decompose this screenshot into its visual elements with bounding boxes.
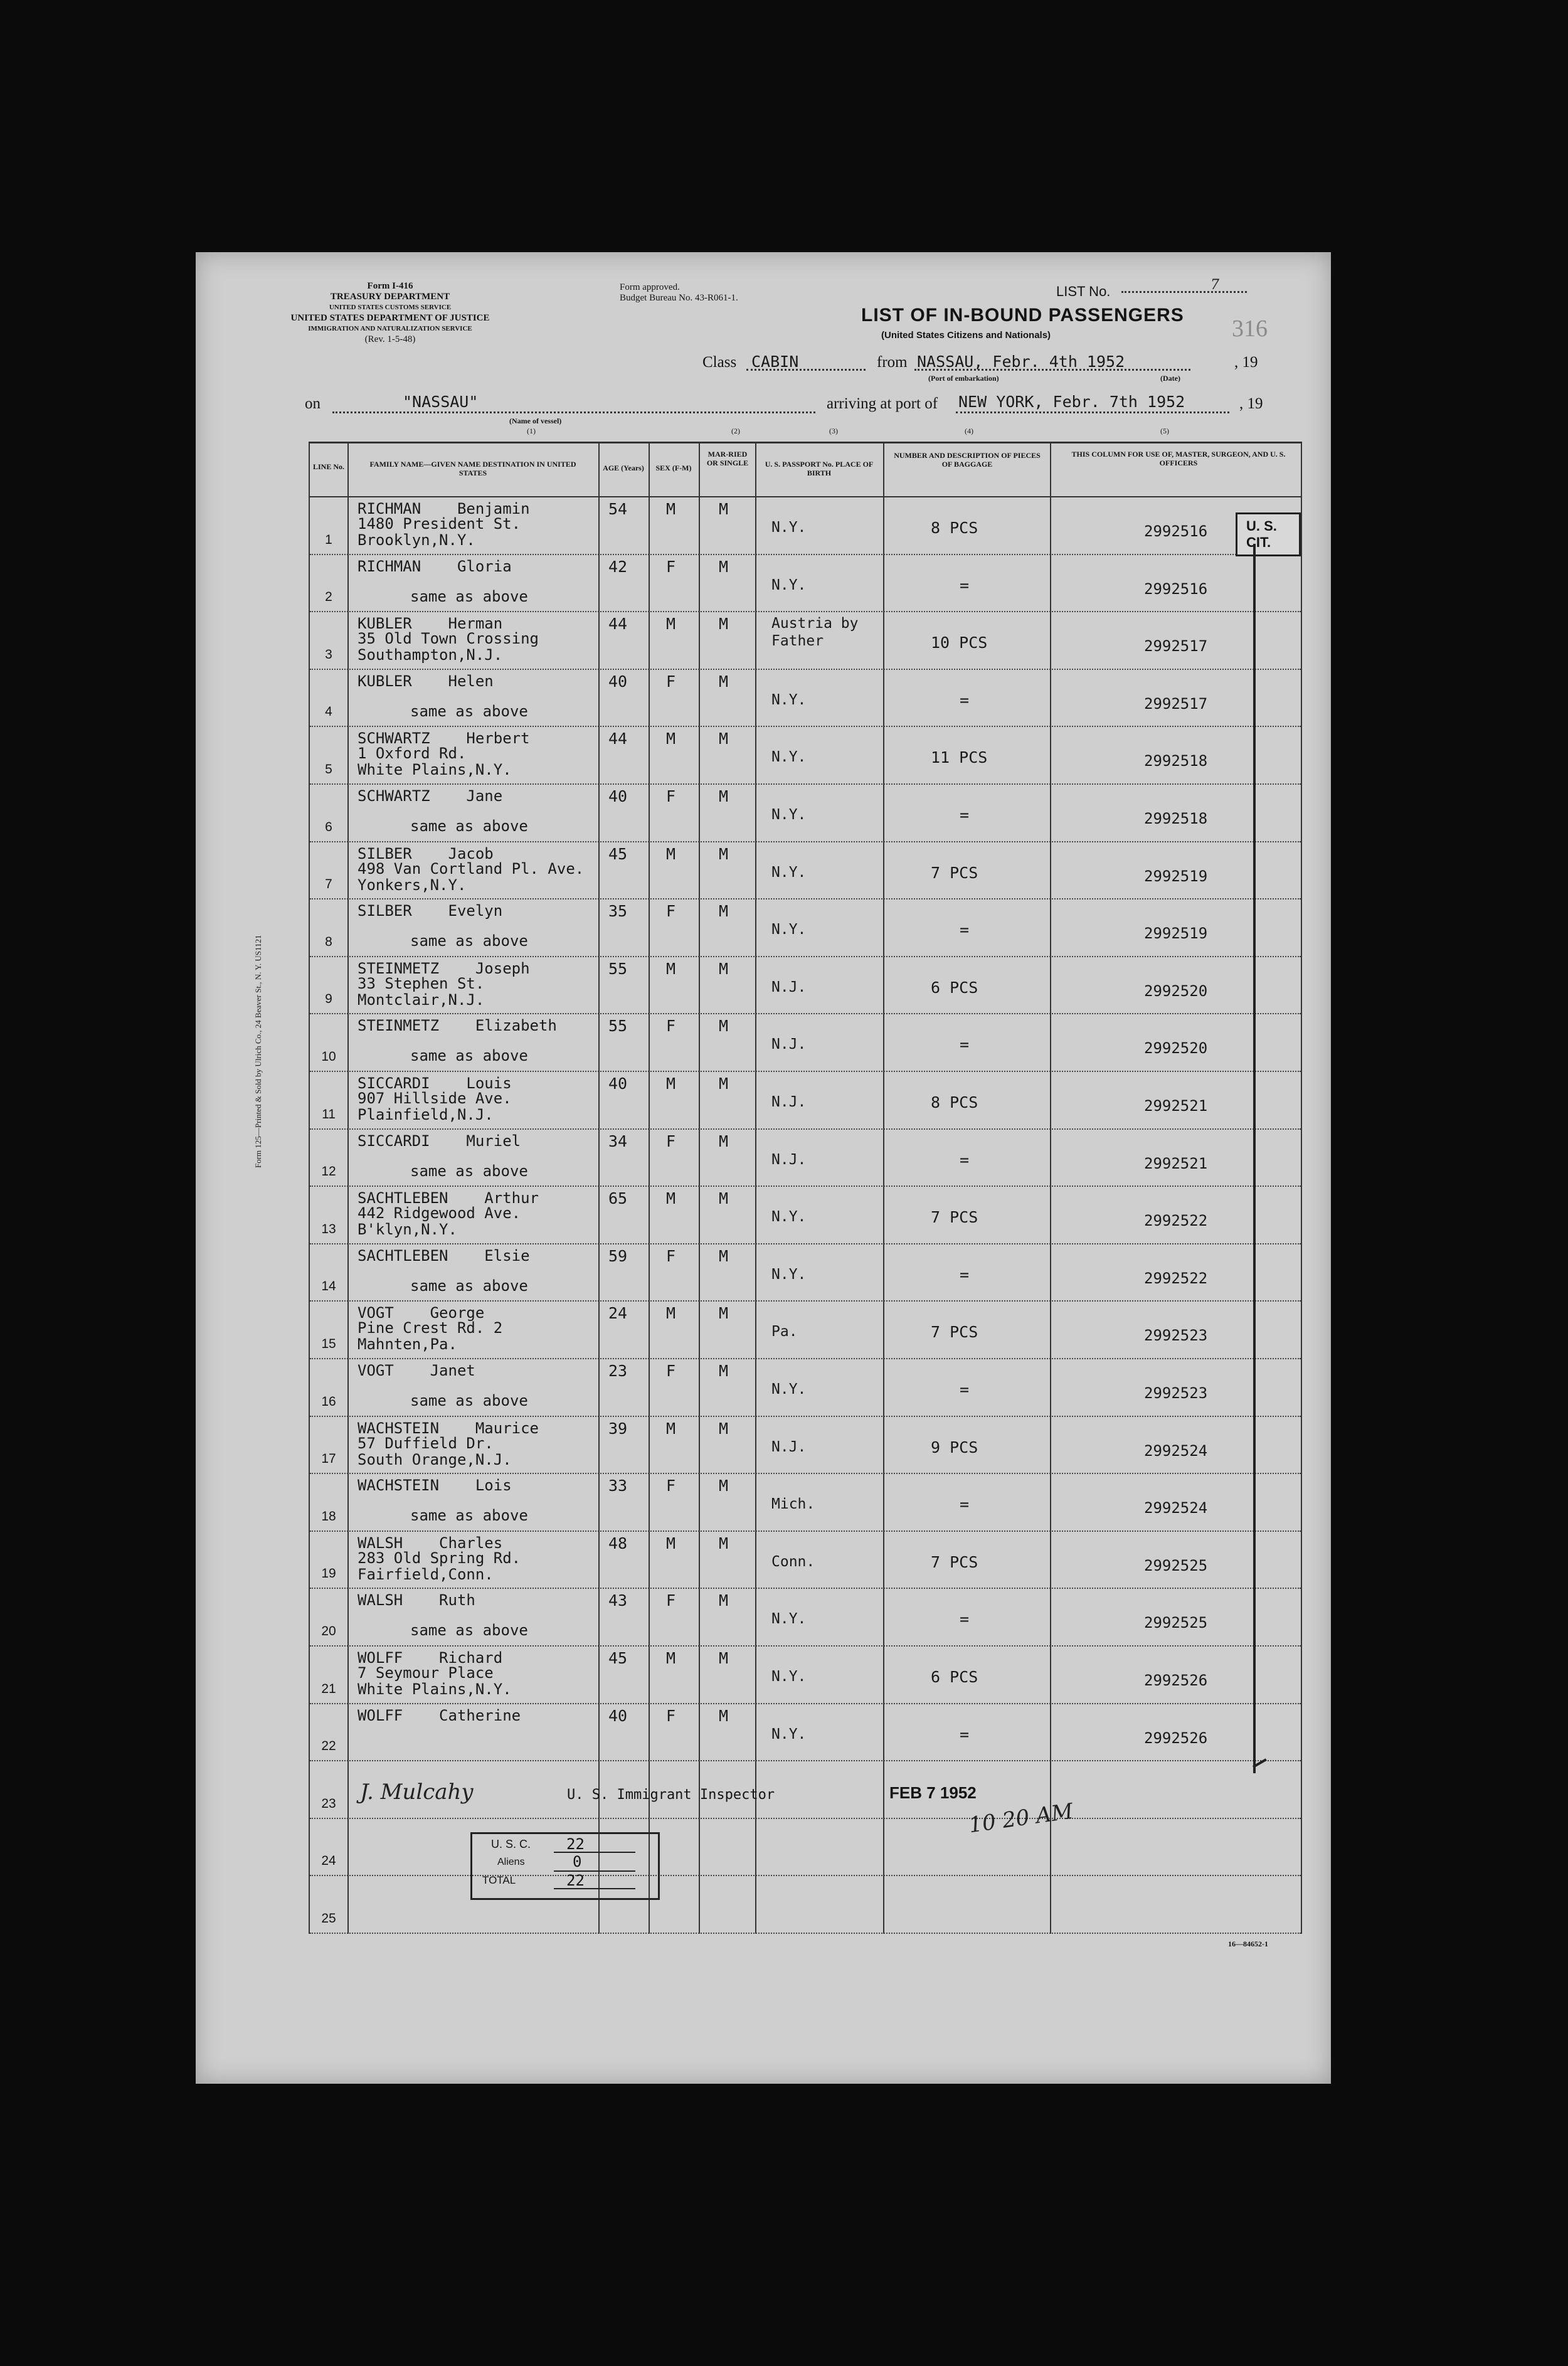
line-number: 3 (325, 647, 332, 662)
inspection-time-note: 10 20 AM (967, 1798, 1075, 1838)
destination-line-1: Pine Crest Rd. 2 (358, 1319, 503, 1337)
sex: M (666, 500, 676, 518)
destination-line-1: same as above (410, 1047, 528, 1065)
passenger-name: KUBLER Helen (358, 672, 494, 690)
destination-line-1: same as above (410, 702, 528, 720)
marital-status: M (719, 1304, 729, 1323)
marital-status: M (719, 1534, 729, 1552)
baggage: 7 PCS (931, 1208, 978, 1227)
line-number: 23 (321, 1796, 336, 1811)
line-number: 1 (325, 532, 332, 547)
line-number: 18 (321, 1509, 336, 1524)
passenger-name: SILBER Evelyn (358, 902, 503, 920)
destination-line-1: 33 Stephen St. (358, 974, 485, 992)
marital-status: M (719, 1017, 729, 1036)
place-of-birth: Pa. (771, 1324, 798, 1340)
age: 40 (608, 1074, 628, 1093)
passenger-name: SACHTLEBEN Arthur (358, 1189, 539, 1207)
officer-reference: 2992519 (1144, 867, 1208, 885)
place-of-birth: N.Y. (771, 1611, 807, 1628)
line-number: 16 (321, 1394, 336, 1409)
destination-line-2: Southampton,N.J. (358, 646, 503, 664)
sex: M (666, 1074, 676, 1093)
table-row (310, 1014, 1301, 1072)
passenger-name: SCHWARTZ Herbert (358, 729, 530, 748)
baggage: 9 PCS (931, 1438, 978, 1456)
line-number: 24 (321, 1854, 336, 1869)
list-no-line (1121, 291, 1247, 293)
line-number: 10 (321, 1049, 336, 1064)
destination-line-2: B'klyn,N.Y. (358, 1221, 457, 1239)
date-label: (Date) (1160, 374, 1180, 383)
sex: F (666, 1362, 676, 1380)
vessel-value: "NASSAU" (403, 393, 479, 411)
sex: M (666, 1649, 676, 1667)
destination-line-1: 283 Old Spring Rd. (358, 1549, 521, 1567)
sex: M (666, 615, 676, 634)
sex: M (666, 1189, 676, 1208)
place-of-birth: N.Y. (771, 576, 807, 593)
table-row (310, 1474, 1301, 1532)
passenger-name: WOLFF Catherine (358, 1706, 521, 1724)
marital-status: M (719, 672, 729, 691)
form-number: Form I-416 (367, 281, 413, 291)
customs-service: UNITED STATES CUSTOMS SERVICE (329, 304, 452, 311)
list-no-label: LIST No. (1056, 284, 1111, 299)
officer-reference: 2992517 (1144, 637, 1208, 655)
sex: F (666, 1132, 676, 1150)
arriving-field-line (956, 411, 1229, 413)
line-number: 25 (321, 1911, 336, 1926)
place-of-birth: N.Y. (771, 519, 807, 536)
sex: F (666, 672, 676, 691)
table-row (310, 957, 1301, 1015)
officer-reference: 2992521 (1144, 1154, 1208, 1172)
marital-status: M (719, 1189, 729, 1208)
destination-line-1: 442 Ridgewood Ave. (358, 1204, 521, 1223)
treasury-dept: TREASURY DEPARTMENT (330, 292, 450, 302)
place-of-birth: Mich. (771, 1496, 815, 1513)
place-of-birth: N.Y. (771, 1668, 807, 1685)
age: 55 (608, 1017, 628, 1036)
line-number: 14 (321, 1279, 336, 1294)
age: 33 (608, 1477, 628, 1495)
table-row (310, 1819, 1301, 1877)
aliens-value: 0 (573, 1853, 582, 1870)
baggage: 7 PCS (931, 863, 978, 882)
destination-line-1: same as above (410, 1507, 528, 1525)
place-of-birth: N.Y. (771, 1381, 807, 1398)
line-number: 15 (321, 1336, 336, 1351)
justice-dept: UNITED STATES DEPARTMENT OF JUSTICE (290, 313, 490, 323)
baggage: = (960, 1610, 970, 1629)
baggage: = (960, 806, 970, 824)
passenger-name: STEINMETZ Joseph (358, 959, 530, 977)
sex: F (666, 1017, 676, 1036)
age: 59 (608, 1246, 628, 1265)
destination-line-1: same as above (410, 817, 528, 835)
place-of-birth: N.J. (771, 979, 807, 995)
place-of-birth: N.J. (771, 1094, 807, 1110)
officer-reference: 2992526 (1144, 1729, 1208, 1747)
destination-line-1: 498 Van Cortland Pl. Ave. (358, 859, 585, 878)
place-of-birth: N.Y. (771, 807, 807, 823)
sex: F (666, 1477, 676, 1495)
passenger-name: RICHMAN Gloria (358, 557, 512, 575)
page-number: 316 (1232, 316, 1268, 342)
officer-reference: 2992522 (1144, 1269, 1208, 1287)
line-number: 6 (325, 819, 332, 834)
officer-reference: 2992520 (1144, 1039, 1208, 1058)
baggage: 7 PCS (931, 1323, 978, 1342)
manifest-sheet (196, 252, 1331, 2084)
officer-reference: 2992517 (1144, 694, 1208, 713)
line-number: 5 (325, 761, 332, 777)
inspector-signature: J. Mulcahy (360, 1780, 474, 1805)
footer-code: 16—84652-1 (1228, 1939, 1268, 1948)
marital-status: M (719, 1591, 729, 1610)
usc-value: 22 (566, 1835, 585, 1853)
marital-status: M (719, 1362, 729, 1380)
printer-imprint: Form 125—Printed & Sold by Ulrich Co., 24 Beaver St., N. Y. US1121 (253, 935, 263, 1168)
place-of-birth: N.Y. (771, 749, 807, 766)
col-number: (1) (527, 427, 536, 435)
marital-status: M (719, 902, 729, 921)
marital-status: M (719, 615, 729, 634)
age: 45 (608, 1649, 628, 1667)
marital-status: M (719, 959, 729, 978)
line-number: 20 (321, 1623, 336, 1638)
baggage: = (960, 1265, 970, 1284)
form-revision: (Rev. 1-5-48) (364, 334, 416, 344)
passenger-name: WALSH Ruth (358, 1591, 475, 1610)
usc-label: U. S. C. (491, 1838, 531, 1850)
line-number: 19 (321, 1566, 336, 1581)
age: 24 (608, 1304, 628, 1323)
port-embarkation-label: (Port of embarkation) (928, 374, 999, 383)
place-of-birth: N.Y. (771, 864, 807, 881)
baggage: = (960, 691, 970, 709)
officer-reference: 2992524 (1144, 1499, 1208, 1517)
baggage: 6 PCS (931, 1668, 978, 1686)
class-label: Class (702, 354, 737, 371)
age: 65 (608, 1189, 628, 1208)
marital-status: M (719, 1649, 729, 1667)
col-header-age: AGE (Years) (603, 464, 644, 472)
age: 48 (608, 1534, 628, 1552)
officer-reference: 2992516 (1144, 523, 1208, 540)
marital-status: M (719, 787, 729, 805)
place-of-birth: N.Y. (771, 1209, 807, 1226)
age: 40 (608, 1706, 628, 1725)
year-suffix: , 19 (1234, 354, 1258, 371)
table-row (310, 1589, 1301, 1647)
sex: F (666, 1706, 676, 1725)
place-of-birth: N.Y. (771, 1266, 807, 1283)
passenger-name: STEINMETZ Elizabeth (358, 1017, 557, 1035)
officer-reference: 2992518 (1144, 810, 1208, 827)
marital-status: M (719, 1477, 729, 1495)
passenger-name: SACHTLEBEN Elsie (358, 1246, 530, 1265)
table-row (310, 1187, 1301, 1244)
place-of-birth: Conn. (771, 1553, 815, 1570)
baggage: = (960, 921, 970, 940)
sex: M (666, 1534, 676, 1552)
table-row (310, 1359, 1301, 1417)
place-of-birth: N.Y. (771, 691, 807, 708)
baggage: 8 PCS (931, 1093, 978, 1111)
passenger-name: SCHWARTZ Jane (358, 787, 503, 805)
col-header-officers: THIS COLUMN FOR USE OF, MASTER, SURGEON, AND U. S. OFFICERS (1071, 450, 1286, 467)
age: 55 (608, 959, 628, 978)
sex: F (666, 557, 676, 576)
destination-line-2: White Plains,N.Y. (358, 761, 512, 779)
table-body (310, 497, 1301, 1934)
table-row (310, 1244, 1301, 1302)
arriving-value: NEW YORK, Febr. 7th 1952 (958, 393, 1185, 411)
destination-line-1: same as above (410, 932, 528, 950)
place-of-birth: N.J. (771, 1438, 807, 1455)
col-number: (3) (829, 427, 838, 435)
vessel-field-line (332, 411, 815, 413)
table-row (310, 1532, 1301, 1589)
sex: M (666, 1419, 676, 1438)
destination-line-2: Brooklyn,N.Y. (358, 531, 475, 549)
page-subtitle: (United States Citizens and Nationals) (881, 330, 1051, 341)
age: 44 (608, 729, 628, 748)
table-row (310, 1704, 1301, 1762)
bracket-line (1253, 544, 1256, 1773)
passenger-name: WOLFF Richard (358, 1649, 503, 1667)
line-number: 11 (322, 1106, 336, 1122)
baggage: = (960, 1725, 970, 1744)
baggage: = (960, 1150, 970, 1169)
baggage: 6 PCS (931, 978, 978, 997)
class-value: CABIN (751, 353, 799, 371)
age: 35 (608, 902, 628, 921)
aliens-label: Aliens (497, 1857, 525, 1867)
passenger-table (309, 442, 1302, 1934)
destination-line-1: same as above (410, 587, 528, 605)
destination-line-2: Plainfield,N.J. (358, 1106, 494, 1123)
age: 42 (608, 557, 628, 576)
baggage: 11 PCS (931, 748, 988, 767)
passenger-name: SICCARDI Muriel (358, 1132, 521, 1150)
destination-line-1: 35 Old Town Crossing (358, 630, 539, 648)
marital-status: M (719, 844, 729, 863)
passenger-name: VOGT George (358, 1304, 485, 1322)
table-row (310, 670, 1301, 728)
passenger-name: VOGT Janet (358, 1362, 475, 1379)
destination-line-1: 1480 President St. (358, 515, 521, 533)
col-header-name: FAMILY NAME—GIVEN NAME DESTINATION IN UNITED STATES (369, 460, 576, 477)
officer-reference: 2992523 (1144, 1327, 1208, 1345)
officer-reference: 2992525 (1144, 1556, 1208, 1574)
col-header-sex: SEX (F-M) (655, 464, 692, 472)
sex: F (666, 902, 676, 921)
destination-line-2: Mahnten,Pa. (358, 1335, 457, 1354)
marital-status: M (719, 1246, 729, 1265)
us-cit-stamp: U. S. CIT. (1236, 512, 1301, 556)
col-number: (5) (1160, 427, 1169, 435)
line-number: 4 (325, 704, 332, 719)
officer-reference: 2992525 (1144, 1614, 1208, 1632)
age: 39 (608, 1419, 628, 1438)
age: 40 (608, 672, 628, 691)
table-row (310, 1876, 1301, 1934)
sex: M (666, 1304, 676, 1323)
marital-status: M (719, 1074, 729, 1093)
baggage: = (960, 576, 970, 595)
line-number: 17 (321, 1451, 336, 1467)
marital-status: M (719, 1419, 729, 1438)
sex: F (666, 787, 676, 805)
col-header-baggage: NUMBER AND DESCRIPTION OF PIECES OF BAGGAGE (894, 451, 1041, 469)
sex: M (666, 844, 676, 863)
table-row (310, 1417, 1301, 1475)
line-number: 8 (325, 934, 332, 949)
col-number: (4) (965, 427, 973, 435)
officer-reference: 2992521 (1144, 1097, 1208, 1115)
col-header-line: LINE No. (312, 462, 344, 471)
baggage: = (960, 1381, 970, 1399)
table-row (310, 899, 1301, 957)
age: 54 (608, 500, 628, 518)
passenger-name: WACHSTEIN Maurice (358, 1419, 539, 1437)
marital-status: M (719, 1706, 729, 1725)
baggage: 7 PCS (931, 1552, 978, 1571)
officer-reference: 2992524 (1144, 1441, 1208, 1460)
age: 23 (608, 1362, 628, 1380)
officer-reference: 2992523 (1144, 1384, 1208, 1402)
destination-line-1: 7 Seymour Place (358, 1664, 494, 1682)
approval-block: Form approved. Budget Bureau No. 43-R061-1. (620, 282, 738, 303)
table-row (310, 497, 1301, 555)
table-row (310, 612, 1301, 670)
line-number: 12 (321, 1164, 336, 1179)
passenger-name: WALSH Charles (358, 1534, 503, 1552)
from-value: NASSAU, Febr. 4th 1952 (917, 353, 1125, 371)
baggage: = (960, 1495, 970, 1514)
baggage: 10 PCS (931, 634, 988, 652)
arriving-label: arriving at port of (827, 395, 938, 412)
line-number: 2 (325, 590, 332, 605)
baggage: = (960, 1036, 970, 1054)
destination-line-2: South Orange,N.J. (358, 1450, 512, 1468)
line-number: 7 (325, 877, 332, 892)
officer-reference: 2992516 (1144, 580, 1208, 598)
place-of-birth: N.Y. (771, 1726, 807, 1743)
line-number: 13 (321, 1221, 336, 1236)
destination-line-1: same as above (410, 1276, 528, 1295)
passenger-name: RICHMAN Benjamin (358, 500, 530, 517)
place-of-birth: Austria by Father (771, 615, 859, 650)
totals-box (470, 1832, 660, 1900)
sex: M (666, 729, 676, 748)
form-block (283, 281, 497, 345)
vessel-label: (Name of vessel) (509, 416, 562, 425)
table-row (310, 1647, 1301, 1704)
destination-line-1: same as above (410, 1162, 528, 1180)
col-header-married: MAR-RIED OR SINGLE (706, 450, 749, 467)
place-of-birth: N.J. (771, 1036, 807, 1053)
page-title: LIST OF IN-BOUND PASSENGERS (861, 305, 1184, 326)
passenger-name: SICCARDI Louis (358, 1074, 512, 1092)
officer-reference: 2992522 (1144, 1212, 1208, 1230)
total-value: 22 (566, 1872, 585, 1889)
age: 40 (608, 787, 628, 805)
marital-status: M (719, 1132, 729, 1150)
list-no-value: 7 (1210, 277, 1219, 293)
sex: F (666, 1246, 676, 1265)
marital-status: M (719, 557, 729, 576)
place-of-birth: N.Y. (771, 921, 807, 938)
inspector-label: U. S. Immigrant Inspector (567, 1787, 775, 1803)
table-row (310, 1072, 1301, 1130)
line-number: 22 (321, 1739, 336, 1754)
on-label: on (305, 395, 320, 412)
destination-line-1: 57 Duffield Dr. (358, 1434, 494, 1452)
destination-line-2: Montclair,N.J. (358, 990, 485, 1009)
table-row (310, 555, 1301, 613)
line-number: 21 (321, 1681, 336, 1696)
officer-reference: 2992519 (1144, 925, 1208, 943)
destination-line-1: 1 Oxford Rd. (358, 745, 467, 763)
year-suffix: , 19 (1239, 395, 1263, 412)
marital-status: M (719, 729, 729, 748)
marital-status: M (719, 500, 729, 518)
col-number: (2) (731, 427, 740, 435)
inspection-date-stamp: FEB 7 1952 (889, 1783, 977, 1802)
destination-line-2: Fairfield,Conn. (358, 1565, 494, 1583)
table-row (310, 785, 1301, 842)
table-row (310, 1130, 1301, 1187)
table-row (310, 727, 1301, 785)
destination-line-2: White Plains,N.Y. (358, 1680, 512, 1698)
destination-line-2: Yonkers,N.Y. (358, 876, 467, 894)
sex: F (666, 1591, 676, 1610)
age: 43 (608, 1591, 628, 1610)
total-label: TOTAL (482, 1874, 516, 1886)
table-row (310, 1302, 1301, 1359)
place-of-birth: N.J. (771, 1151, 807, 1168)
from-label: from (877, 354, 908, 371)
age: 34 (608, 1132, 628, 1150)
officer-reference: 2992526 (1144, 1672, 1208, 1689)
table-row (310, 842, 1301, 900)
destination-line-1: same as above (410, 1392, 528, 1409)
officer-reference: 2992520 (1144, 982, 1208, 1000)
destination-line-1: 907 Hillside Ave. (358, 1090, 512, 1107)
passenger-name: SILBER Jacob (358, 844, 494, 862)
passenger-name: WACHSTEIN Lois (358, 1477, 512, 1495)
officer-reference: 2992518 (1144, 752, 1208, 770)
passenger-name: KUBLER Herman (358, 615, 503, 633)
baggage: 8 PCS (931, 519, 978, 537)
sex: M (666, 959, 676, 978)
col-header-passport: U. S. PASSPORT No. PLACE OF BIRTH (765, 460, 874, 477)
age: 44 (608, 615, 628, 634)
destination-line-1: same as above (410, 1621, 528, 1640)
age: 45 (608, 844, 628, 863)
line-number: 9 (325, 992, 332, 1007)
ins-service: IMMIGRATION AND NATURALIZATION SERVICE (308, 325, 472, 332)
